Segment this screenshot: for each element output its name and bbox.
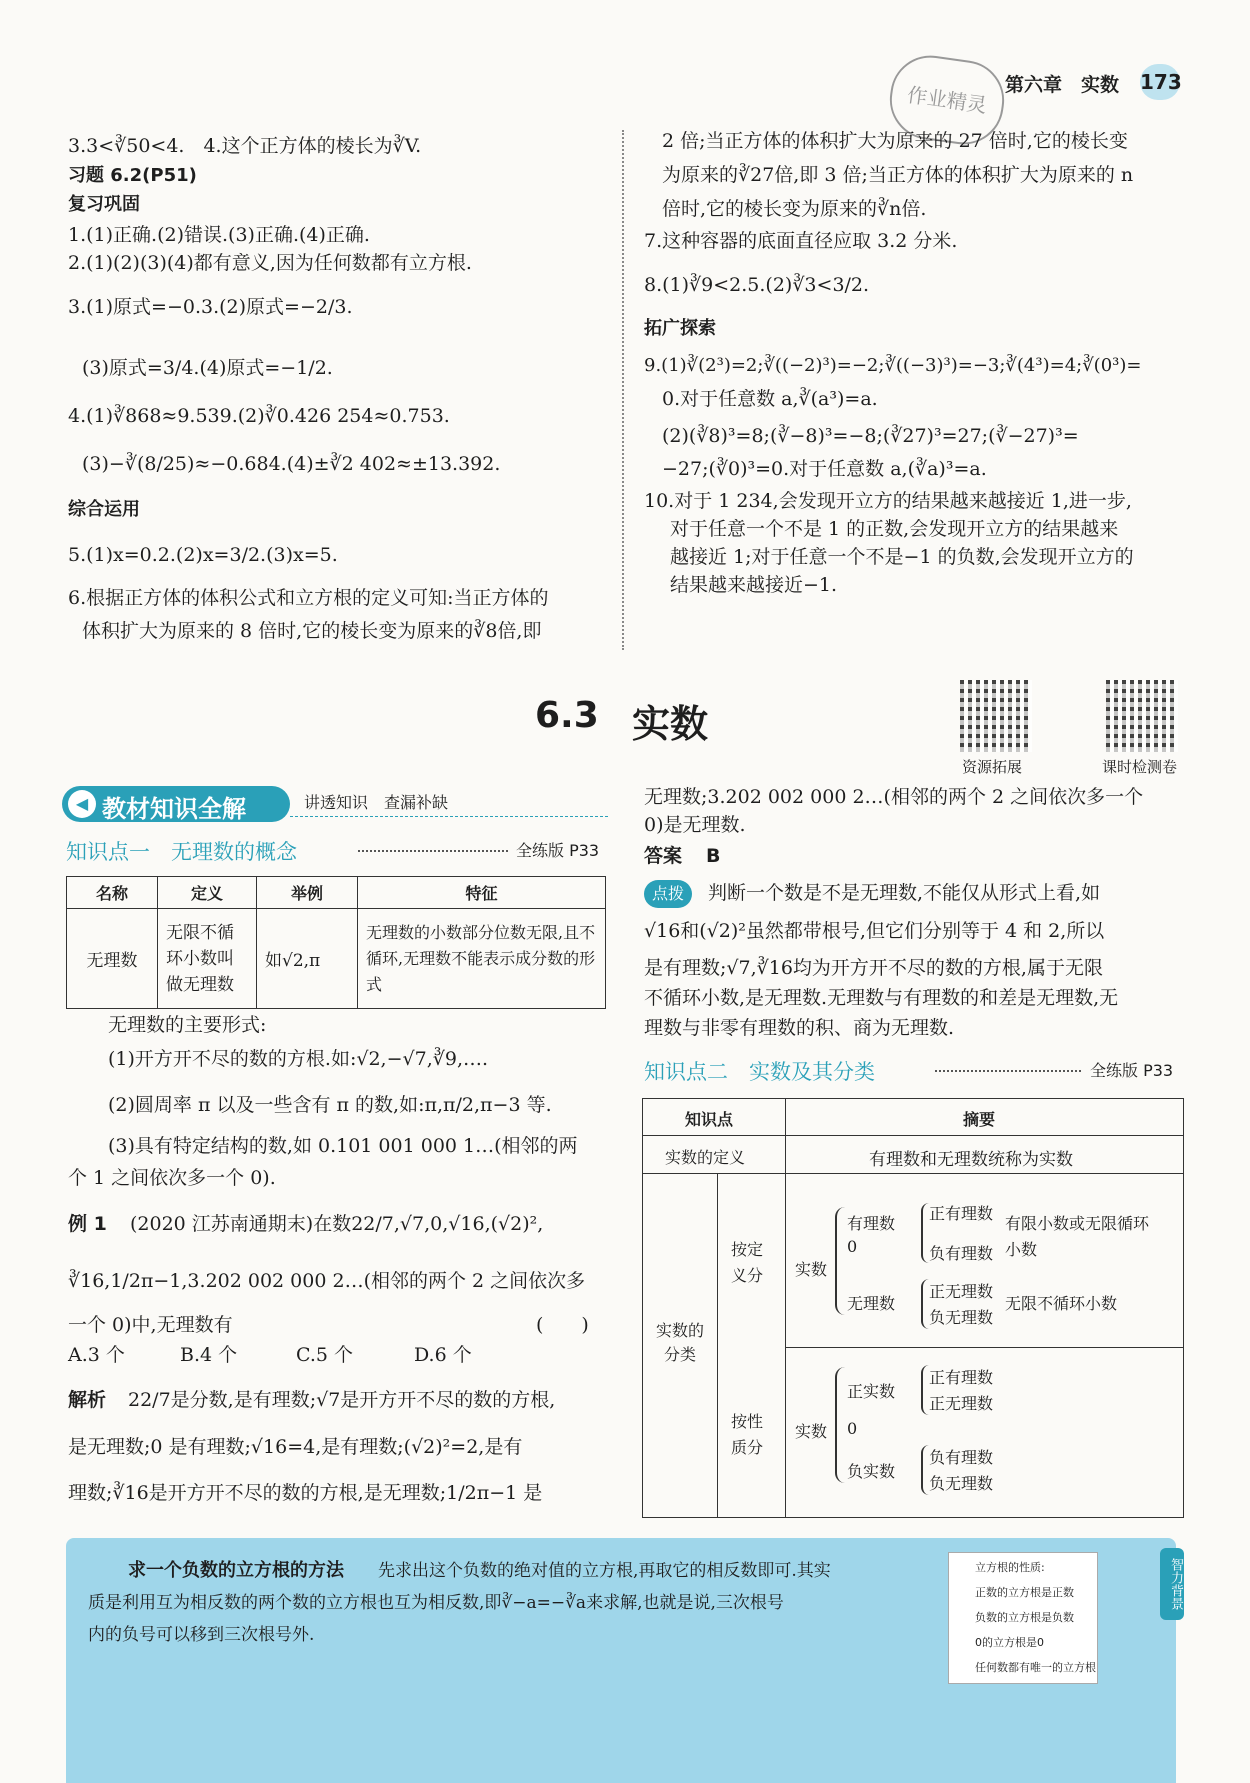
pos-rational-label: 正有理数 [929, 1368, 994, 1387]
answer-line: 越接近 1;对于任意一个不是−1 的负数,会发现开立方的 [670, 546, 1134, 568]
irrational-table [66, 876, 606, 1009]
brace [921, 1279, 929, 1329]
answer-line: 体积扩大为原来的 8 倍时,它的棱长变为原来的∛8倍,即 [82, 620, 542, 642]
table-cell: 无限不循环小数叫做无理数 [158, 909, 257, 1009]
answer-value: B [706, 845, 721, 867]
brace [921, 1203, 929, 1263]
option-d: D.6 个 [414, 1344, 472, 1366]
qr-code-icon[interactable] [1106, 680, 1178, 752]
tip-label: 点拨 [651, 884, 684, 903]
nonrepeating-label: 无限不循环小数 [1005, 1294, 1118, 1313]
body-line: (3)具有特定结构的数,如 0.101 001 000 1…(相邻的两 [108, 1135, 578, 1157]
chapter-title: 第六章 实数 [1005, 74, 1120, 96]
answer-line: 9.(1)∛(2³)=2;∛((−2)³)=−2;∛((−3)³)=−3;∛(4³)=4;∛(0³)= [644, 355, 1142, 376]
footer-line: 质是利用互为相反数的两个数的立方根也互为相反数,即∛−a=−∛a来求解,也就是说,三次根号 [88, 1593, 784, 1613]
property-card [948, 1552, 1098, 1684]
card-title: 立方根的性质: [975, 1561, 1045, 1574]
body-line: 个 1 之间依次多一个 0). [68, 1167, 276, 1189]
table-header: 知识点 [685, 1110, 734, 1129]
answer-line: 0.对于任意数 a,∛(a³)=a. [662, 388, 878, 410]
tip-line: 不循环小数,是无理数.无理数与有理数的和差是无理数,无 [644, 987, 1119, 1009]
banner-rule [290, 816, 608, 817]
answer-line: 2 倍;当正方体的体积扩大为原来的 27 倍时,它的棱长变 [662, 130, 1128, 152]
neg-rational-label: 负有理数 [929, 1448, 994, 1467]
option-b: B.4 个 [180, 1344, 238, 1366]
rational-label: 有理数 [847, 1214, 896, 1233]
answer-line: −27;(∛0)³=0.对于任意数 a,(∛a)³=a. [662, 458, 987, 480]
answer-line: 10.对于 1 234,会发现开立方的结果越来越接近 1,进一步, [644, 490, 1132, 512]
exercise-title: 习题 6.2(P51) [68, 165, 197, 186]
tip-line: √16和(√2)²虽然都带根号,但它们分别等于 4 和 2,所以 [644, 920, 1105, 942]
body-line: 0)是无理数. [644, 814, 746, 836]
banner-title: 教材知识全解 [102, 795, 246, 823]
pos-irrational-label: 正无理数 [929, 1282, 994, 1301]
answer-line: 3.3<∛50<4. 4.这个正方体的棱长为∛V. [68, 135, 422, 157]
neg-real-label: 负实数 [847, 1462, 896, 1481]
kp2-dots [935, 1070, 1081, 1072]
card-item: 正数的立方根是正数 [975, 1586, 1074, 1599]
tip-line: 判断一个数是不是无理数,不能仅从形式上看,如 [708, 882, 1101, 904]
table-cell: 无理数 [67, 909, 158, 1009]
answer-line: 结果越来越接近−1. [670, 574, 838, 596]
table-header: 举例 [257, 877, 358, 909]
tip-line: 是有理数;√7,∛16均为开方开不尽的数的方根,属于无限 [644, 957, 1103, 979]
real-label: 实数 [795, 1260, 828, 1279]
brace [835, 1367, 845, 1483]
answer-line: 4.(1)∛868≈9.539.(2)∛0.426 254≈0.753. [68, 405, 450, 427]
card-item: 任何数都有唯一的立方根 [975, 1661, 1096, 1674]
tip-badge [644, 880, 692, 908]
table-header: 特征 [358, 877, 606, 909]
answer-line: 6.根据正方体的体积公式和立方根的定义可知:当正方体的 [68, 587, 549, 609]
solution-label: 解析 [68, 1389, 107, 1411]
table-cell: 无理数的小数部分位数无限,且不循环,无理数不能表示成分数的形式 [358, 909, 606, 1009]
by-sign-label: 按性质分 [731, 1412, 764, 1457]
neg-rational-label: 负有理数 [929, 1244, 994, 1263]
footer-title: 求一个负数的立方根的方法 [128, 1560, 344, 1581]
example-label: 例 1 [68, 1213, 107, 1235]
answer-line: 5.(1)x=0.2.(2)x=3/2.(3)x=5. [68, 544, 338, 566]
definition-label: 实数的定义 [665, 1148, 746, 1167]
neg-irrational-label: 负无理数 [929, 1308, 994, 1327]
zero-label: 0 [847, 1237, 858, 1256]
card-item: 0的立方根是0 [975, 1636, 1044, 1649]
answer-line: 3.(1)原式=−0.3.(2)原式=−2/3. [68, 296, 353, 318]
footer-line: 先求出这个负数的绝对值的立方根,再取它的相反数即可.其实 [378, 1561, 831, 1581]
real-label: 实数 [795, 1422, 828, 1441]
solution-line: 22/7是分数,是有理数;√7是开方开不尽的数的方根, [128, 1389, 556, 1411]
kp2-title: 知识点二 实数及其分类 [644, 1060, 875, 1084]
review-title: 复习巩固 [68, 194, 140, 215]
answer-line: 8.(1)∛9<2.5.(2)∛3<3/2. [644, 274, 870, 296]
example-line: (2020 江苏南通期末)在数22/7,√7,0,√16,(√2)², [130, 1213, 544, 1235]
finite-label: 有限小数或无限循环小数 [1005, 1214, 1150, 1259]
explore-title: 拓广探索 [644, 318, 716, 339]
option-a: A.3 个 [68, 1344, 125, 1366]
footer-line: 内的负号可以移到三次根号外. [88, 1625, 315, 1645]
body-line: 无理数的主要形式: [108, 1014, 267, 1036]
kp2-ref: 全练版 P33 [1090, 1061, 1174, 1080]
answer-line: (2)(∛8)³=8;(∛−8)³=−8;(∛27)³=27;(∛−27)³= [662, 425, 1079, 447]
knowledge-banner [62, 786, 290, 822]
side-tab-label: 智力背景 [1168, 1558, 1183, 1610]
neg-irrational-label: 负无理数 [929, 1474, 994, 1493]
table-header: 名称 [67, 877, 158, 909]
example-line: 一个 0)中,无理数有 [68, 1314, 233, 1336]
watermark-stamp: 作业精灵 [885, 50, 1010, 149]
pos-real-label: 正实数 [847, 1382, 896, 1401]
answer-line: 对于任意一个不是 1 的正数,会发现开立方的结果越来 [670, 518, 1119, 540]
qr-label: 课时检测卷 [1102, 758, 1178, 776]
kp1-title: 知识点一 无理数的概念 [66, 840, 297, 864]
section-title: 实数 [632, 702, 709, 746]
section-number: 6.3 [535, 695, 599, 736]
answer-line: (3)原式=3/4.(4)原式=−1/2. [82, 357, 333, 379]
table-cell: 如√2,π [257, 909, 358, 1009]
real-number-table [642, 1098, 1184, 1518]
banner-subtitle: 讲透知识 查漏补缺 [304, 793, 449, 812]
kp1-ref: 全练版 P33 [516, 841, 600, 860]
qr-code-icon[interactable] [960, 680, 1032, 752]
definition-text: 有理数和无理数统称为实数 [869, 1150, 1073, 1170]
answer-line: 倍时,它的棱长变为原来的∛n倍. [662, 198, 927, 220]
column-divider [622, 130, 624, 650]
answer-line: 2.(1)(2)(3)(4)都有意义,因为任何数都有立方根. [68, 252, 472, 274]
page-number: 173 [1140, 64, 1180, 100]
qr-label: 资源拓展 [962, 758, 1023, 776]
irrational-label: 无理数 [847, 1294, 896, 1313]
answer-line: 为原来的∛27倍,即 3 倍;当正方体的体积扩大为原来的 n [662, 164, 1134, 186]
table-header: 定义 [158, 877, 257, 909]
brace [921, 1445, 929, 1495]
answer-line: 7.这种容器的底面直径应取 3.2 分米. [644, 230, 958, 252]
speaker-icon: ◀ [68, 790, 96, 818]
apply-title: 综合运用 [68, 499, 140, 520]
solution-line: 是无理数;0 是有理数;√16=4,是有理数;(√2)²=2,是有 [68, 1436, 523, 1458]
side-tab [1160, 1548, 1184, 1620]
tip-line: 理数与非零有理数的积、商为无理数. [644, 1017, 955, 1039]
body-line: 无理数;3.202 002 000 2…(相邻的两个 2 之间依次多一个 [644, 786, 1144, 808]
answer-label: 答案 [644, 845, 683, 867]
solution-line: 理数;∛16是开方开不尽的数的方根,是无理数;1/2π−1 是 [68, 1482, 543, 1504]
pos-rational-label: 正有理数 [929, 1204, 994, 1223]
answer-line: 1.(1)正确.(2)错误.(3)正确.(4)正确. [68, 224, 370, 246]
by-definition-label: 按定义分 [731, 1240, 764, 1285]
answer-line: (3)−∛(8/25)≈−0.684.(4)±∛2 402≈±13.392. [82, 453, 501, 475]
brace [921, 1365, 929, 1415]
classification-label: 实数的分类 [655, 1321, 704, 1364]
kp1-dots [358, 850, 508, 852]
body-line: (1)开方开不尽的数的方根.如:√2,−√7,∛9,…. [108, 1048, 489, 1070]
body-line: (2)圆周率 π 以及一些含有 π 的数,如:π,π/2,π−3 等. [108, 1094, 552, 1116]
pos-irrational-label: 正无理数 [929, 1394, 994, 1413]
answer-paren: ( ) [536, 1314, 589, 1336]
example-line: ∛16,1/2π−1,3.202 002 000 2…(相邻的两个 2 之间依次多 [68, 1270, 586, 1292]
card-item: 负数的立方根是负数 [975, 1611, 1074, 1624]
table-header: 摘要 [963, 1110, 996, 1129]
option-c: C.5 个 [296, 1344, 354, 1366]
zero-label: 0 [847, 1419, 858, 1438]
brace [835, 1207, 845, 1315]
